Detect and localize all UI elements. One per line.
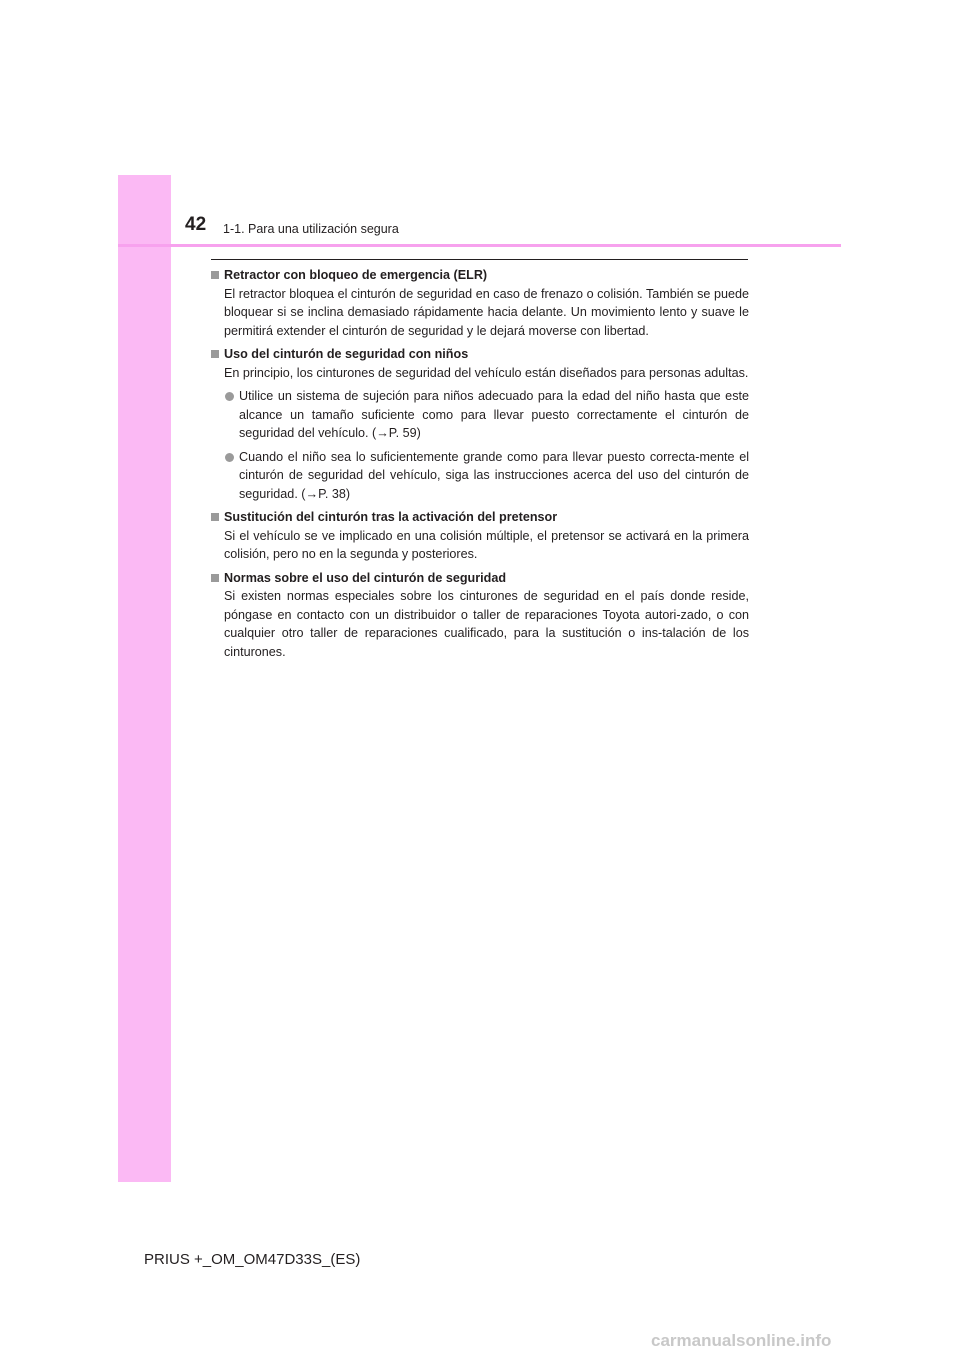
circle-bullet-icon — [225, 392, 234, 401]
item-regulations — [209, 569, 749, 662]
item-title: Normas sobre el uso del cinturón de seguridad — [224, 570, 507, 585]
section-title: 1-1. Para una utilización segura — [223, 222, 399, 236]
header-divider — [118, 244, 841, 247]
item-title: Sustitución del cinturón tras la activación del pretensor — [224, 510, 558, 524]
list-item — [224, 387, 749, 443]
item-body: Si existen normas especiales sobre los cinturones de seguridad en el país donde reside, póngase en contacto con un distribuidor o taller de reparaciones Toyota autori-zado, o con cualquier otro taller de reparaciones cualificado, para la sustitución o ins-talación de los cinturones. — [224, 589, 749, 659]
content-top-rule — [211, 259, 748, 260]
content-body — [209, 266, 749, 666]
square-bullet-icon — [211, 271, 219, 279]
item-children — [209, 345, 749, 503]
bullet-text: Utilice un sistema de sujeción para niños adecuado para la edad del niño hasta que este alcance un tamaño suficiente como para llevar puesto correctamente el cinturón de seguridad del vehículo. (→P. 59) — [239, 389, 749, 440]
page-number: 42 — [185, 214, 207, 235]
circle-bullet-icon — [225, 453, 234, 462]
item-body: Si el vehículo se ve implicado en una colisión múltiple, el pretensor se activará en la primera colisión, pero no en la segunda y posteriores. — [224, 528, 749, 561]
watermark-link[interactable]: carmanualsonline.info — [651, 1331, 832, 1350]
item-elr — [209, 266, 749, 340]
square-bullet-icon — [211, 513, 219, 521]
item-title: Retractor con bloqueo de emergencia (ELR) — [224, 268, 488, 282]
item-pretensioner — [209, 508, 749, 564]
document-code: PRIUS +_OM_OM47D33S_(ES) — [144, 1251, 361, 1268]
item-body: El retractor bloquea el cinturón de seguridad en caso de frenazo o colisión. También se puede bloquear si se inclina demasiado rápidamente hacia delante. Un movimiento lento y suave le permitirá extender el cinturón de seguridad y le dejará moverse con libertad. — [224, 286, 749, 338]
square-bullet-icon — [211, 574, 219, 582]
bullet-text: Cuando el niño sea lo suficientemente grande como para llevar puesto correcta-mente el cinturón de seguridad del vehículo, siga las instrucciones acerca del uso del cinturón de seguridad. (→P. 38) — [239, 449, 749, 501]
side-color-band — [118, 175, 171, 1182]
list-item — [224, 448, 749, 504]
item-body: En principio, los cinturones de seguridad del vehículo están diseñados para personas adultas. — [224, 365, 749, 380]
item-title: Uso del cinturón de seguridad con niños — [224, 347, 469, 361]
square-bullet-icon — [211, 350, 219, 358]
